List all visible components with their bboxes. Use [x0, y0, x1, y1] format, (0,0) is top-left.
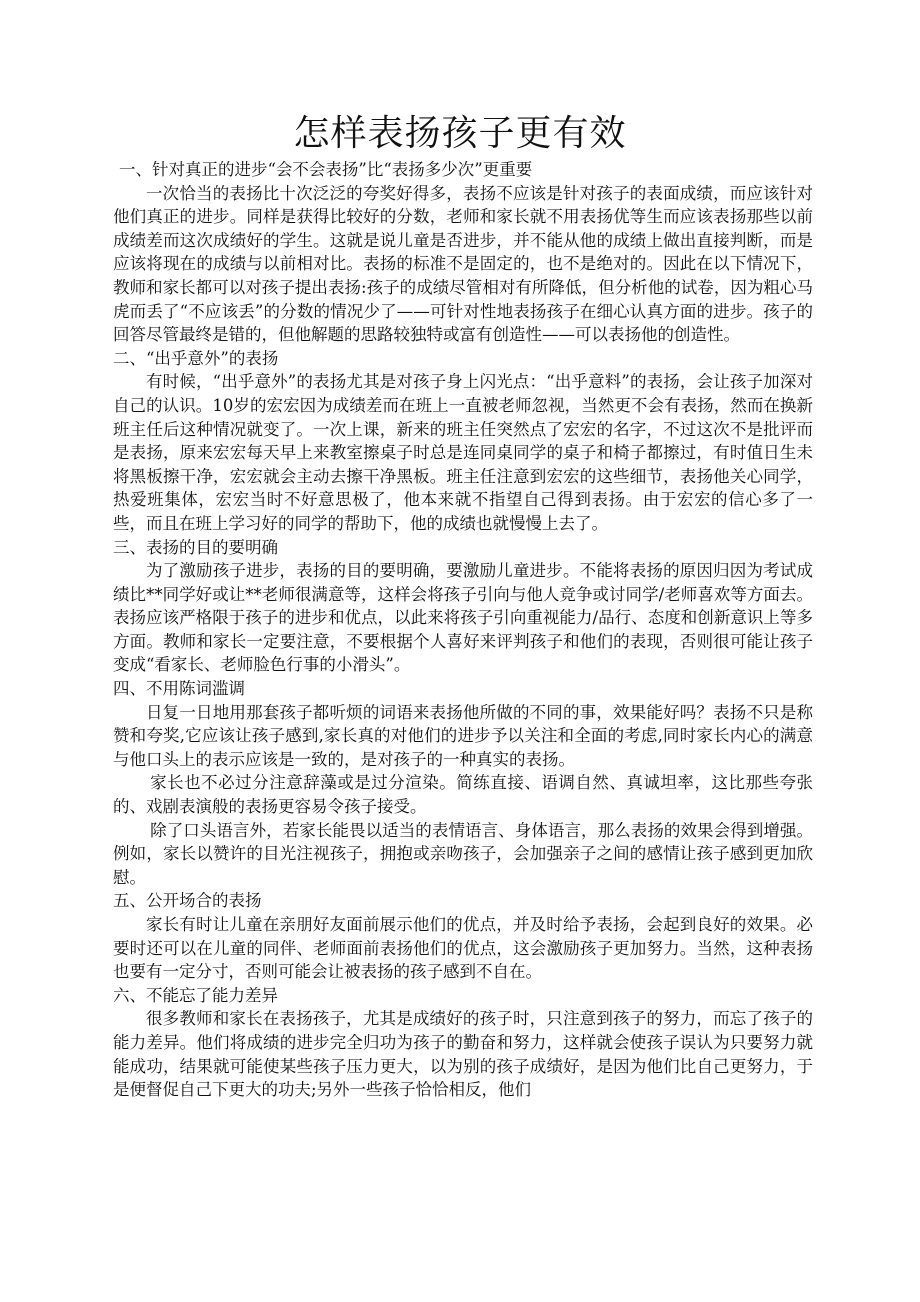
- paragraph: 很多教师和家长在表扬孩子，尤其是成绩好的孩子时，只注意到孩子的努力，而忘了孩子的能力差异。他们将成绩的进步完全归功为孩子的勤奋和努力，这样就会使孩子误认为只要努力就能成功，结果就可能使某些孩子压力更大，以为别的孩子成绩好，是因为他们比自己更努力，于是便督促自己下更大的功夫;另外一些孩子恰恰相反，他们: [113, 1009, 813, 1100]
- section-heading: 一、针对真正的进步“会不会表扬”比“表扬多少次”更重要: [119, 160, 533, 179]
- paragraph: 家长也不必过分注意辞藻或是过分渲染。简练直接、语调自然、真诚坦率，这比那些夸张的、戏剧表演般的表扬更容易令孩子接受。: [113, 773, 813, 817]
- paragraph: 除了口头语言外，若家长能畏以适当的表情语言、身体语言，那么表扬的效果会得到增强。例如，家长以赞许的目光注视孩子，拥抱或亲吻孩子，会加强亲子之间的感情让孩子感到更加欣慰。: [113, 820, 813, 887]
- section-heading: 五、公开场合的表扬: [113, 891, 262, 911]
- paragraph: 一次恰当的表扬比十次泛泛的夸奖好得多，表扬不应该是针对孩子的表面成绩，而应该针对他们真正的进步。同样是获得比较好的分数，老师和家长就不用表扬优等生而应该表扬那些以前成绩差而这次成绩好的学生。这就是说儿童是否进步，并不能从他的成绩上做出直接判断，而是应该将现在的成绩与以前相对比。表扬的标准不是固定的，也不是绝对的。因此在以下情况下，教师和家长都可以对孩子提出表扬:孩子的成绩尽管相对有所降低，但分析他的试卷，因为粗心马虎而丢了“不应该丢”的分数的情况少了——可针对性地表扬孩子在细心认真方面的进步。孩子的回答尽管最终是错的，但他解题的思路较独特或富有创造性——可以表扬他的创造性。: [113, 183, 813, 345]
- section-heading: 四、不用陈词滥调: [113, 679, 245, 699]
- section-heading: 二、“出乎意外”的表扬: [113, 348, 279, 368]
- paragraph: 为了激励孩子进步，表扬的目的要明确，要激励儿童进步。不能将表扬的原因归因为考试成绩比**同学好或让**老师很满意等，这样会将孩子引向与他人竞争或讨同学/老师喜欢等方面去。表扬应该严格限于孩子的进步和优点，以此来将孩子引向重视能力/品行、态度和创新意识上等多方面。教师和家长一定要注意，不要根据个人喜好来评判孩子和他们的表现，否则很可能让孩子变成“看家长、老师脸色行事的小滑头”。: [113, 561, 813, 675]
- document-body: [113, 158, 813, 1102]
- document-title: 怎样表扬孩子更有效: [293, 113, 627, 154]
- paragraph: 日复一日地用那套孩子都听烦的词语来表扬他所做的不同的事，效果能好吗？表扬不只是称赞和夸奖,它应该让孩子感到,家长真的对他们的进步予以关注和全面的考虑,同时家长内心的满意与他口头上的表示应该是一致的，是对孩子的一种真实的表扬。: [113, 702, 813, 769]
- paragraph: 家长有时让儿童在亲朋好友面前展示他们的优点，并及时给予表扬，会起到良好的效果。必要时还可以在儿童的同伴、老师面前表扬他们的优点，这会激励孩子更加努力。当然，这种表扬也要有一定分寸，否则可能会让被表扬的孩子感到不自在。: [113, 915, 813, 982]
- section-heading: 六、不能忘了能力差异: [113, 985, 278, 1005]
- paragraph: 有时候，“出乎意外”的表扬尤其是对孩子身上闪光点：“出乎意料”的表扬，会让孩子加深对自己的认识。10岁的宏宏因为成绩差而在班上一直被老师忽视，当然更不会有表扬，然而在换新班主任后这种情况就变了。一次上课，新来的班主任突然点了宏宏的名字，不过这次不是批评而是表扬，原来宏宏每天早上来教室擦桌子时总是连同桌同学的桌子和椅子都擦过，有时值日生未将黑板擦干净，宏宏就会主动去擦干净黑板。班主任注意到宏宏的这些细节，表扬他关心同学，热爱班集体，宏宏当时不好意思极了，他本来就不指望自己得到表扬。由于宏宏的信心多了一些，而且在班上学习好的同学的帮助下，他的成绩也就慢慢上去了。: [113, 372, 813, 533]
- section-heading: 三、表扬的目的要明确: [113, 537, 278, 557]
